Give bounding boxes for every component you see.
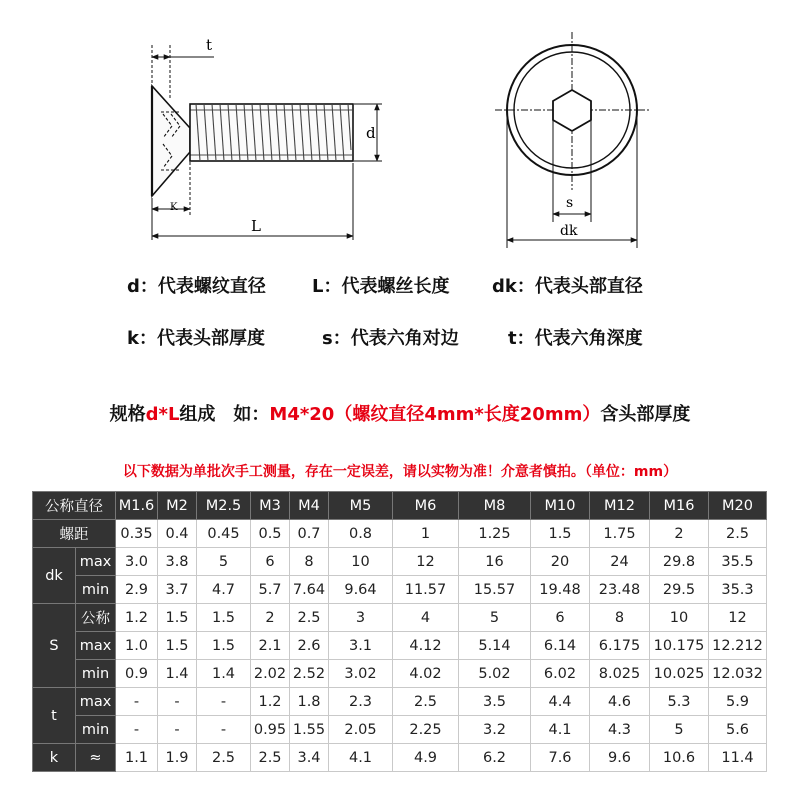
table-cell: 6	[251, 548, 290, 576]
table-cell: 4.3	[590, 716, 650, 744]
spec-example: M4*20（螺纹直径4mm*长度20mm）	[269, 404, 601, 425]
size-cell: M20	[709, 492, 767, 520]
table-cell: 1.2	[116, 604, 158, 632]
table-cell: 1.5	[197, 604, 251, 632]
table-cell: 3.2	[459, 716, 531, 744]
table-cell: 1	[393, 520, 459, 548]
size-spec-table	[32, 491, 767, 772]
table-cell: 2.6	[290, 632, 329, 660]
table-cell: 0.8	[329, 520, 393, 548]
table-cell: 1.5	[197, 632, 251, 660]
table-cell: 5	[650, 716, 709, 744]
t-min-label: min	[76, 716, 116, 744]
t-max-label: max	[76, 688, 116, 716]
table-cell: 5.02	[459, 660, 531, 688]
dim-l-label: L	[251, 217, 261, 235]
size-cell: M6	[393, 492, 459, 520]
table-cell: 5.7	[251, 576, 290, 604]
table-cell: 12	[393, 548, 459, 576]
table-cell: 3.1	[329, 632, 393, 660]
spec-mid: 组成 如：	[179, 404, 270, 425]
table-cell: 1.2	[251, 688, 290, 716]
table-cell: 4.1	[329, 744, 393, 772]
table-row-t-min	[33, 716, 767, 744]
spec-prefix: 规格	[109, 404, 146, 425]
table-row-s-nom	[33, 604, 767, 632]
dk-label: dk	[33, 548, 76, 604]
table-cell: 2.3	[329, 688, 393, 716]
table-cell: 2.5	[709, 520, 767, 548]
spec-formula: d*L	[145, 404, 180, 425]
table-cell: 4.12	[393, 632, 459, 660]
size-cell: M2	[158, 492, 197, 520]
table-cell: -	[197, 716, 251, 744]
table-cell: 1.0	[116, 632, 158, 660]
spec-suffix: 含头部厚度	[600, 404, 691, 425]
table-cell: 0.45	[197, 520, 251, 548]
table-cell: 9.6	[590, 744, 650, 772]
table-cell: 3.4	[290, 744, 329, 772]
table-cell: -	[116, 716, 158, 744]
table-row-pitch	[33, 520, 767, 548]
table-cell: -	[158, 716, 197, 744]
table-cell: 3.5	[459, 688, 531, 716]
table-cell: 2.9	[116, 576, 158, 604]
size-cell: M4	[290, 492, 329, 520]
table-row-t-max	[33, 688, 767, 716]
table-cell: 2.1	[251, 632, 290, 660]
table-cell: 3.02	[329, 660, 393, 688]
table-row-s-max	[33, 632, 767, 660]
screw-side-view	[152, 45, 382, 240]
table-cell: 6	[531, 604, 590, 632]
s-min-label: min	[76, 660, 116, 688]
dk-min-label: min	[76, 576, 116, 604]
table-cell: 0.35	[116, 520, 158, 548]
t-label: t	[33, 688, 76, 744]
k-label: k	[33, 744, 76, 772]
table-cell: 0.95	[251, 716, 290, 744]
table-cell: 4.02	[393, 660, 459, 688]
table-cell: 1.4	[197, 660, 251, 688]
table-cell: 1.75	[590, 520, 650, 548]
table-cell: 24	[590, 548, 650, 576]
table-cell: 4.7	[197, 576, 251, 604]
table-cell: -	[158, 688, 197, 716]
table-cell: 3.0	[116, 548, 158, 576]
table-row-dk-max	[33, 548, 767, 576]
table-cell: 1.55	[290, 716, 329, 744]
measurement-notice: 以下数据为单批次手工测量，存在一定误差，请以实物为准！介意者慎拍。（单位：mm）	[122, 464, 678, 480]
table-cell: 20	[531, 548, 590, 576]
table-cell: 4.4	[531, 688, 590, 716]
table-cell: 6.2	[459, 744, 531, 772]
table-cell: 2.05	[329, 716, 393, 744]
header-label: 公称直径	[33, 492, 116, 520]
size-cell: M12	[590, 492, 650, 520]
table-cell: 7.6	[531, 744, 590, 772]
table-cell: 1.8	[290, 688, 329, 716]
table-cell: 3	[329, 604, 393, 632]
table-cell: 2.52	[290, 660, 329, 688]
dk-max-label: max	[76, 548, 116, 576]
k-approx-label: ≈	[76, 744, 116, 772]
table-cell: 10	[650, 604, 709, 632]
table-cell: 2.5	[197, 744, 251, 772]
table-cell: 16	[459, 548, 531, 576]
table-cell: 1.25	[459, 520, 531, 548]
table-cell: -	[197, 688, 251, 716]
table-cell: 5.9	[709, 688, 767, 716]
table-cell: 35.5	[709, 548, 767, 576]
table-cell: 4.6	[590, 688, 650, 716]
table-cell: 12.212	[709, 632, 767, 660]
screw-top-view	[495, 32, 650, 248]
table-cell: 0.9	[116, 660, 158, 688]
dim-d-label: d	[366, 124, 376, 142]
table-cell: 2.02	[251, 660, 290, 688]
dim-s-label: s	[566, 195, 574, 211]
table-cell: 5.6	[709, 716, 767, 744]
table-cell: 4.1	[531, 716, 590, 744]
table-cell: 2	[251, 604, 290, 632]
table-cell: 10.6	[650, 744, 709, 772]
dim-k-label: K	[170, 202, 178, 213]
table-cell: 10	[329, 548, 393, 576]
table-cell: 1.5	[158, 604, 197, 632]
legend-d: d：代表螺纹直径	[127, 276, 266, 297]
s-max-label: max	[76, 632, 116, 660]
table-cell: 4	[393, 604, 459, 632]
table-cell: 11.4	[709, 744, 767, 772]
table-cell: 2.25	[393, 716, 459, 744]
table-cell: 23.48	[590, 576, 650, 604]
spec-line	[0, 400, 800, 426]
dim-t-label: t	[206, 36, 213, 54]
table-cell: 12.032	[709, 660, 767, 688]
table-cell: 1.9	[158, 744, 197, 772]
size-cell: M2.5	[197, 492, 251, 520]
table-cell: 1.1	[116, 744, 158, 772]
table-cell: 2.5	[393, 688, 459, 716]
size-cell: M1.6	[116, 492, 158, 520]
table-cell: 8	[290, 548, 329, 576]
s-nom-label: 公称	[76, 604, 116, 632]
table-cell: 0.7	[290, 520, 329, 548]
table-cell: 35.3	[709, 576, 767, 604]
table-cell: 6.02	[531, 660, 590, 688]
table-cell: 1.5	[531, 520, 590, 548]
technical-drawing	[0, 0, 800, 260]
table-cell: 9.64	[329, 576, 393, 604]
table-cell: 6.175	[590, 632, 650, 660]
table-cell: 10.025	[650, 660, 709, 688]
table-row-s-min	[33, 660, 767, 688]
table-cell: 0.5	[251, 520, 290, 548]
table-cell: 5.3	[650, 688, 709, 716]
table-cell: 12	[709, 604, 767, 632]
size-cell: M10	[531, 492, 590, 520]
table-cell: 1.4	[158, 660, 197, 688]
legend-dk: dk：代表头部直径	[492, 276, 643, 297]
table-cell: 5	[197, 548, 251, 576]
table-cell: 29.8	[650, 548, 709, 576]
legend-s: s：代表六角对边	[322, 328, 459, 349]
table-cell: 3.7	[158, 576, 197, 604]
table-cell: 8	[590, 604, 650, 632]
table-cell: 10.175	[650, 632, 709, 660]
legend-t: t：代表六角深度	[508, 328, 643, 349]
dim-dk-label: dk	[560, 223, 578, 239]
table-cell: 2.5	[251, 744, 290, 772]
s-label: S	[33, 604, 76, 688]
table-cell: 6.14	[531, 632, 590, 660]
size-cell: M16	[650, 492, 709, 520]
table-cell: 8.025	[590, 660, 650, 688]
size-cell: M5	[329, 492, 393, 520]
table-cell: 15.57	[459, 576, 531, 604]
table-cell: -	[116, 688, 158, 716]
table-cell: 0.4	[158, 520, 197, 548]
table-cell: 5	[459, 604, 531, 632]
table-cell: 2.5	[290, 604, 329, 632]
size-cell: M8	[459, 492, 531, 520]
table-cell: 29.5	[650, 576, 709, 604]
table-cell: 19.48	[531, 576, 590, 604]
table-cell: 3.8	[158, 548, 197, 576]
table-header-row	[33, 492, 767, 520]
table-row-dk-min	[33, 576, 767, 604]
pitch-label: 螺距	[33, 520, 116, 548]
table-row-k	[33, 744, 767, 772]
legend-k: k：代表头部厚度	[127, 328, 265, 349]
table-cell: 11.57	[393, 576, 459, 604]
table-cell: 7.64	[290, 576, 329, 604]
table-cell: 4.9	[393, 744, 459, 772]
legend-l: L：代表螺丝长度	[312, 276, 450, 297]
size-cell: M3	[251, 492, 290, 520]
table-cell: 5.14	[459, 632, 531, 660]
table-cell: 1.5	[158, 632, 197, 660]
table-cell: 2	[650, 520, 709, 548]
